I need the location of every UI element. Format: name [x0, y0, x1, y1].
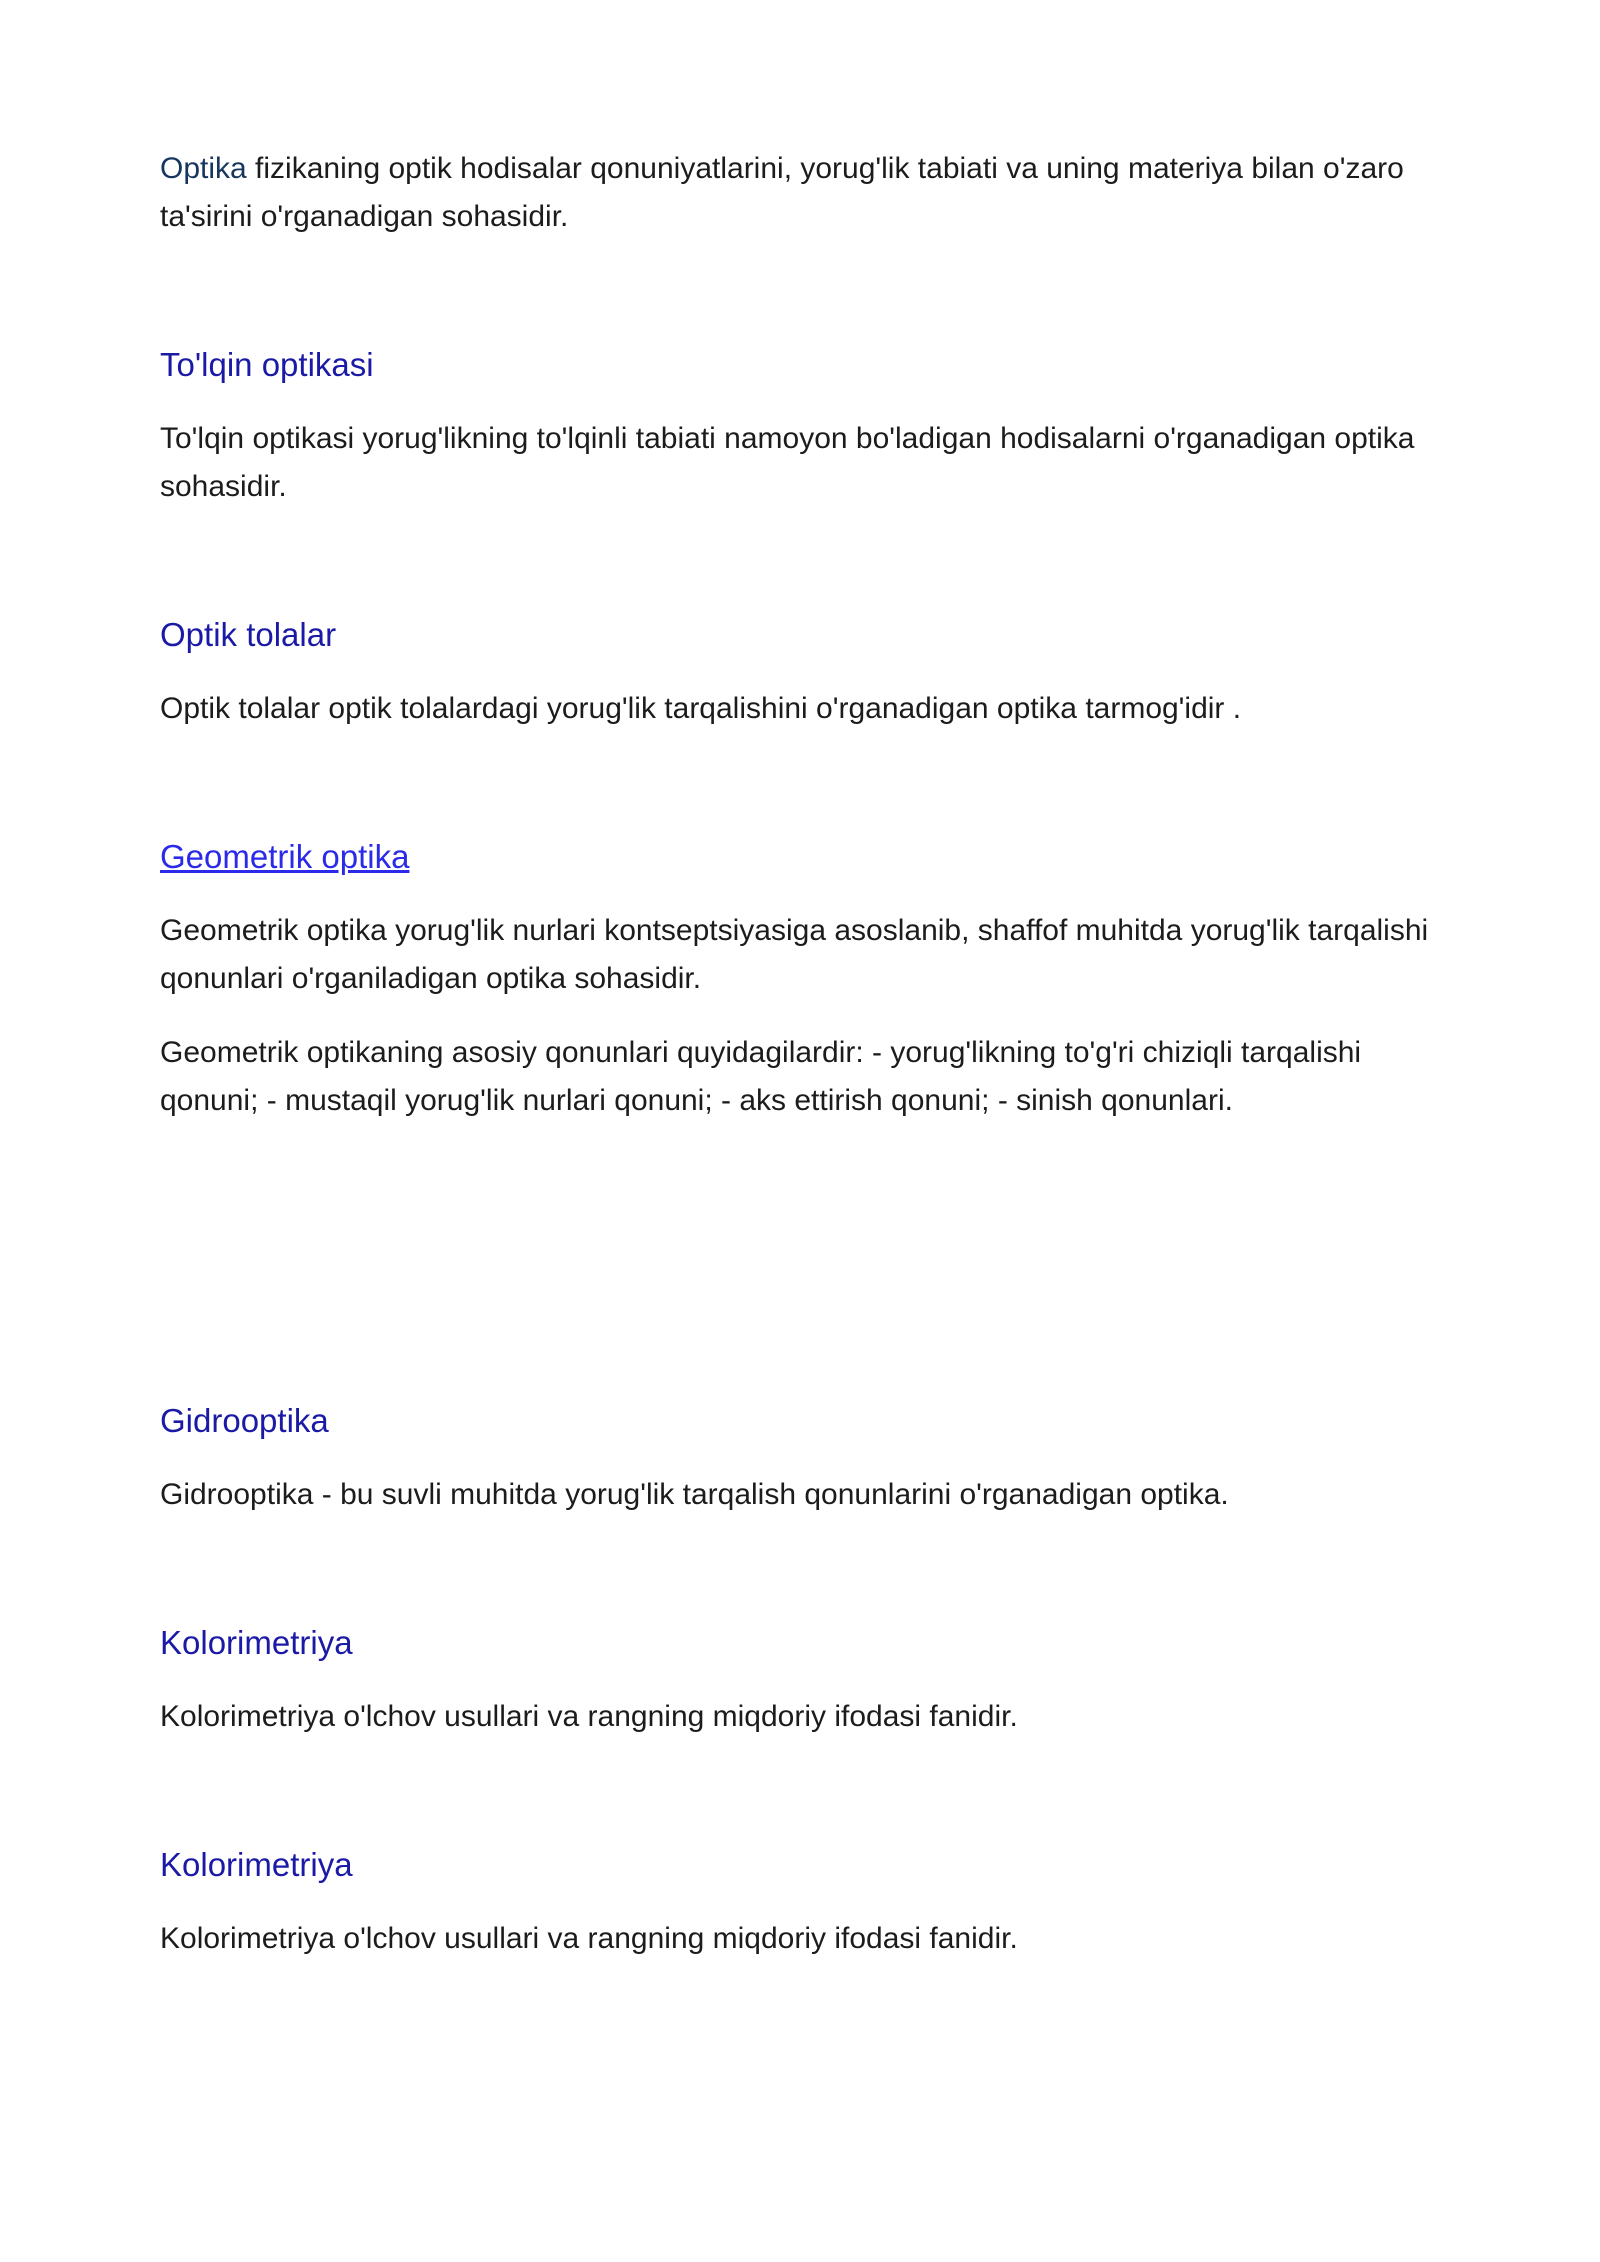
paragraph-tolqin-optikasi: To'lqin optikasi yorug'likning to'lqinli tabiati namoyon bo'ladigan hodisalarni o'rganadigan optika sohasidir. [160, 422, 1415, 503]
intro-paragraph [160, 145, 1450, 241]
paragraph-gidrooptika: Gidrooptika - bu suvli muhitda yorug'lik tarqalish qonunlarini o'rganadigan optika. [160, 1478, 1229, 1511]
heading-kolorimetriya-1: Kolorimetriya [160, 1624, 353, 1661]
intro-paragraph-text: fizikaning optik hodisalar qonuniyatlarini, yorug'lik tabiati va uning materiya bilan o'zaro ta'sirini o'rganadigan sohasidir. [160, 152, 1404, 233]
paragraph-geometrik-optika-2: Geometrik optikaning asosiy qonunlari quyidagilardir: - yorug'likning to'g'ri chiziqli tarqalishi qonuni; - mustaqil yorug'lik nurlari qonuni; - aks ettirish qonuni; - sinish qonunlari. [160, 1036, 1362, 1117]
paragraph-kolorimetriya-2: Kolorimetriya o'lchov usullari va rangning miqdoriy ifodasi fanidir. [160, 1922, 1018, 1955]
heading-kolorimetriya-2: Kolorimetriya [160, 1846, 353, 1883]
geometrik-optika-link[interactable]: Geometrik optika [160, 838, 410, 875]
paragraph-optik-tolalar: Optik tolalar optik tolalardagi yorug'lik tarqalishini o'rganadigan optika tarmog'idir . [160, 692, 1242, 725]
heading-optik-tolalar: Optik tolalar [160, 616, 337, 653]
empty-space [160, 1125, 1450, 1297]
heading-gidrooptika: Gidrooptika [160, 1402, 329, 1439]
intro-lead-term: Optika [160, 152, 247, 185]
heading-tolqin-optikasi: To'lqin optikasi [160, 346, 374, 383]
heading-geometrik-optika [160, 833, 1450, 881]
paragraph-geometrik-optika-1: Geometrik optika yorug'lik nurlari kontseptsiyasiga asoslanib, shaffof muhitda yorug'lik tarqalishi qonunlari o'rganiladigan optika sohasidir. [160, 914, 1429, 995]
paragraph-kolorimetriya-1: Kolorimetriya o'lchov usullari va rangning miqdoriy ifodasi fanidir. [160, 1700, 1018, 1733]
